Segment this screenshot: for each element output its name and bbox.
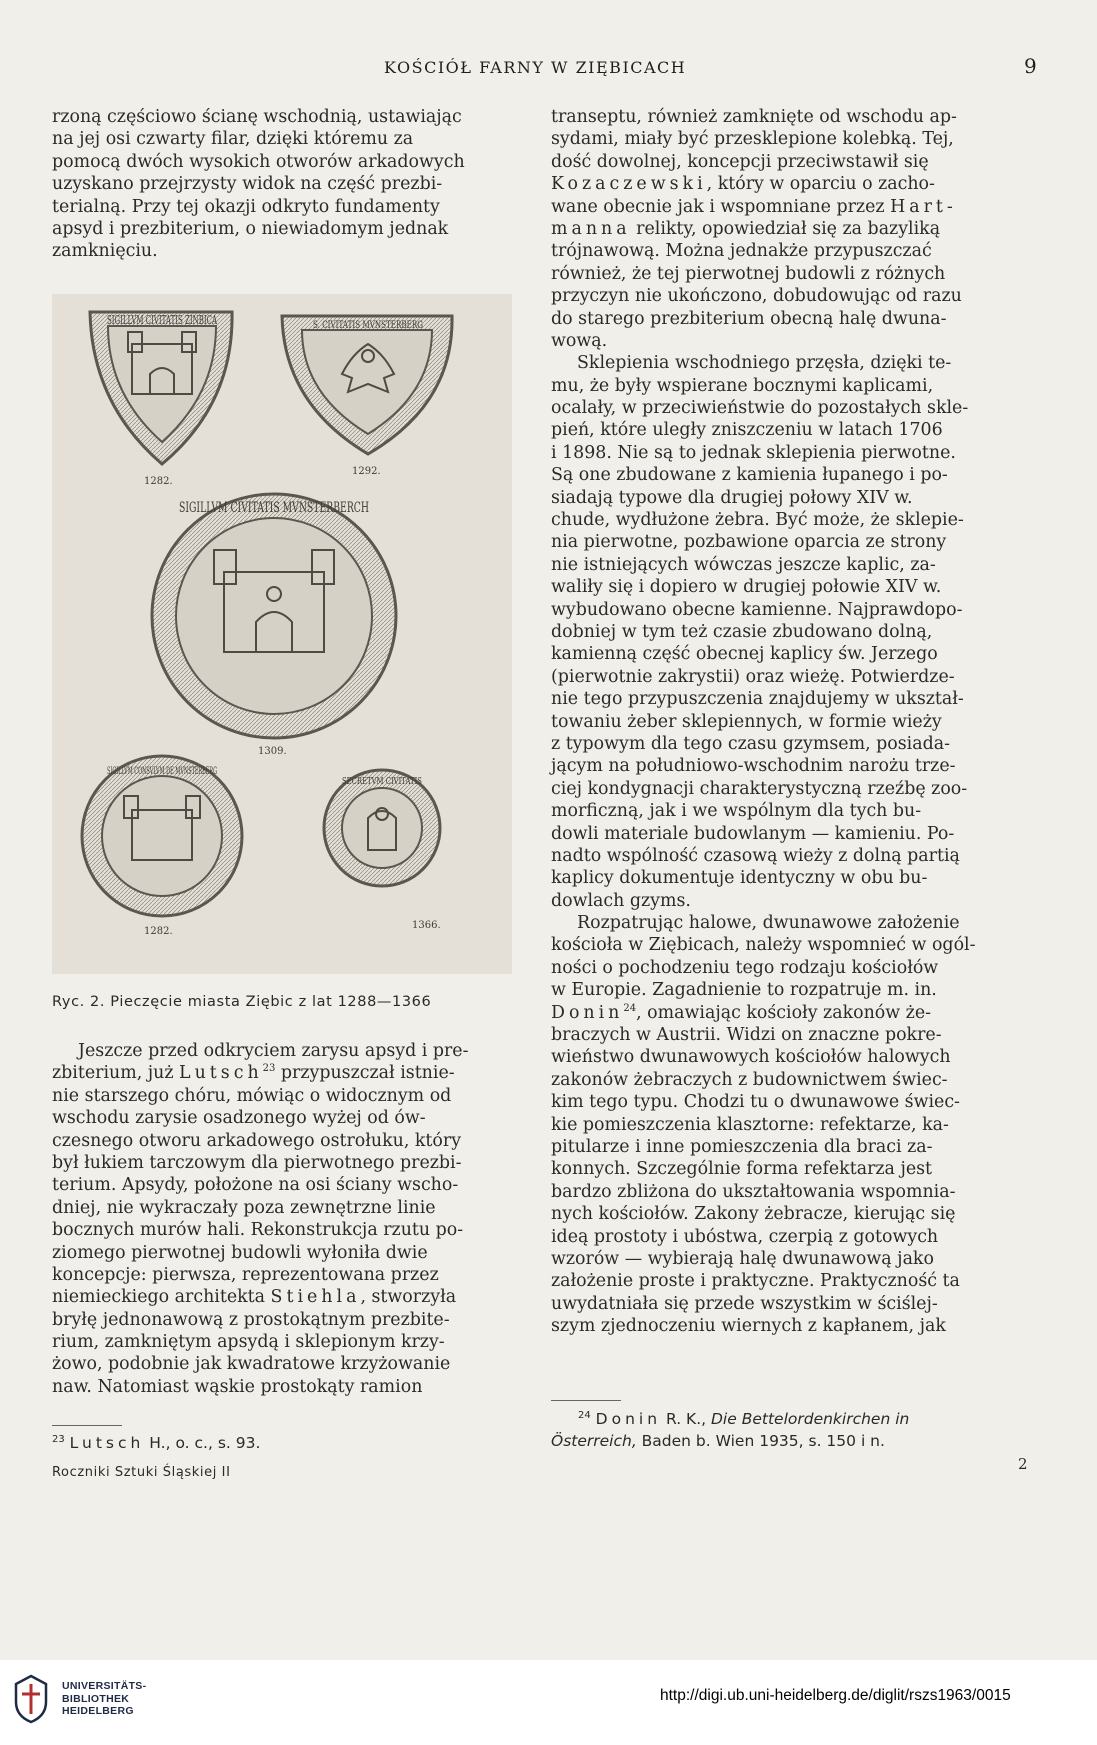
text-line: bocznych murów hali. Rekonstrukcja rzutu po-	[52, 1220, 464, 1241]
text-line: zbiterium, już Lutsch$^{23}$ przypuszczał istnie-	[52, 1063, 455, 1084]
footnote-24-line2: Österreich, Baden b. Wien 1935, s. 150 i n.	[551, 1432, 885, 1450]
text-line: ności o pochodzeniu tego rodzaju kościołów	[551, 957, 939, 978]
seal-legend-1: SIGILLVM CIVITATIS ZINBICA	[107, 313, 218, 327]
figure-seals	[52, 294, 512, 974]
author-name: Hart-	[890, 196, 957, 217]
seal-1366-small	[324, 770, 440, 886]
text-line: szym zjednoczeniu wiernych z kapłanem, jak	[551, 1316, 946, 1337]
text-line: nie starszego chóru, mówiąc o widocznym od	[52, 1085, 452, 1106]
paragraph	[52, 1040, 520, 1398]
text-line: do starego prezbiterium obecną halę dwuna-	[551, 308, 947, 329]
text-line: ideą prostoty i ubóstwa, czerpią z gotowych	[551, 1226, 939, 1247]
text-line: morficzną, jak i we wspólnym dla tych bu-	[551, 801, 922, 822]
text-line: uwydatniała się przede wszystkim w ściślej-	[551, 1293, 938, 1314]
text-line: konnych. Szczególnie forma refektarza jest	[551, 1159, 933, 1180]
digitization-footer	[0, 1660, 1097, 1745]
text-line: dobniej w tym też czasie zbudowano dolną,	[551, 621, 933, 642]
text-line: kościoła w Ziębicach, należy wspomnieć w ogól-	[551, 935, 976, 956]
paragraph	[551, 912, 1035, 1337]
text-line: był łukiem tarczowym dla pierwotnego prezbi-	[52, 1152, 462, 1173]
text-line: z typowym dla tego czasu gzymsem, posiada-	[551, 733, 950, 754]
seal-1282-round	[82, 756, 242, 916]
text-line: ziomego pierwotnej budowli wyłoniła dwie	[52, 1242, 428, 1263]
seal-year-2: 1292.	[352, 466, 381, 477]
author-name: Kozaczewski	[551, 174, 707, 195]
text-line: Rozpatrując halowe, dwunawowe założenie	[577, 913, 960, 934]
text-line: Donin$^{24}$, omawiając kościoły zakonów że-	[551, 1002, 932, 1023]
text-line: na jej osi czwarty filar, dzięki któremu za	[52, 129, 414, 150]
text-line: nie tego przypuszczenia znajdujemy w ukształ-	[551, 689, 964, 710]
seal-legend-2: S. CIVITATIS MVNSTERBERG	[313, 320, 423, 331]
footnote-24-line1: $^{24}$ Donin R. K., Die Bettelordenkirchen in	[578, 1409, 910, 1428]
text-line: kie pomieszczenia klasztorne: refektarze, ka-	[551, 1114, 949, 1135]
text-line: Sklepienia wschodniego przęsła, dzięki te-	[577, 353, 952, 374]
text-line: zakonów żebraczych z budownictwem świec-	[551, 1069, 948, 1090]
right-column	[551, 106, 1035, 1337]
text-line: terium. Apsydy, położone na osi ściany wscho-	[52, 1175, 459, 1196]
footnote-23: $^{23}$ Lutsch H., o. c., s. 93.	[52, 1433, 261, 1452]
text-line: nie istniejących wówczas jeszcze kaplic, za-	[551, 554, 936, 575]
text-line: terialną. Przy tej okazji odkryto fundamenty	[52, 196, 440, 217]
running-title: KOŚCIÓŁ FARNY W ZIĘBICACH	[384, 58, 687, 77]
text-line: Jeszcze przed odkryciem zarysu apsyd i pre-	[78, 1041, 469, 1061]
text-line: mu, że były wspierane bocznymi kaplicami,	[551, 375, 934, 396]
text-line: w Europie. Zagadnienie to rozpatruje m. in.	[551, 980, 937, 1001]
text-line: uzyskano przejrzysty widok na część prezbi-	[52, 174, 443, 195]
text-line: (pierwotnie zakrystii) oraz wieżę. Potwierdze-	[551, 666, 955, 687]
text-line: ocalały, w przeciwieństwie do pozostałych skle-	[551, 398, 969, 419]
seal-year-1: 1282.	[144, 476, 173, 487]
text-line: wane obecnie jak i wspomniane przez Hart-	[551, 196, 957, 217]
source-url-link[interactable]: http://digi.ub.uni-heidelberg.de/diglit/rszs1963/0015	[660, 1687, 1011, 1704]
seal-year-3: 1309.	[258, 746, 287, 757]
text-line: dowli materiale budowlanym — kamieniu. Po-	[551, 823, 955, 844]
text-line: pomocą dwóch wysokich otworów arkadowych	[52, 151, 465, 172]
text-line: koncepcje: pierwsza, reprezentowana przez	[52, 1264, 439, 1285]
author-name: Lutsch	[179, 1063, 263, 1084]
text-line: przyczyn nie ukończono, dobudowując od razu	[551, 286, 962, 307]
text-line: siadają typowe dla drugiej połowy XIV w.	[551, 487, 913, 508]
text-line: pień, które uległy zniszczeniu w latach 1706	[551, 420, 943, 441]
footnote-rule	[551, 1400, 621, 1401]
text-line: wzorów — wybierają halę dwunawową jako	[551, 1248, 934, 1269]
text-line: nia pierwotne, pozbawione oparcia ze strony	[551, 532, 947, 553]
text-line: rzoną częściowo ścianę wschodnią, ustawiając	[52, 107, 462, 127]
text-line: żowo, podobnie jak kwadratowe krzyżowanie	[52, 1354, 451, 1375]
signature-mark: 2	[1018, 1455, 1028, 1473]
text-line: chude, wydłużone żebra. Być może, że sklepie-	[551, 510, 964, 531]
text-line: dniej, nie wykraczały poza zewnętrzne linie	[52, 1197, 436, 1218]
text-line: kaplicy dokumentuje identyczny w obu bu-	[551, 868, 928, 889]
text-line: Są one zbudowane z kamienia łupanego i po-	[551, 465, 948, 486]
text-line: i 1898. Nie są to jednak sklepienia pierwotne.	[551, 442, 956, 463]
text-line: wybudowano obecne kamienne. Najprawdopo-	[551, 599, 963, 620]
page-number: 9	[1024, 54, 1037, 78]
author-name: Donin	[551, 1002, 624, 1023]
left-column-top	[52, 106, 520, 263]
text-line: jącym na południowo-wschodnim narożu trze-	[551, 756, 956, 777]
text-line: nadto wspólność czasową wieży z dolną partią	[551, 845, 960, 866]
journal-footer: Roczniki Sztuki Śląskiej II	[52, 1465, 231, 1480]
text-line: towaniu żeber sklepiennych, w formie wieży	[551, 711, 942, 732]
text-line: czesnego otworu arkadowego ostrołuku, który	[52, 1130, 462, 1151]
text-line: pitularze i inne pomieszczenia dla braci za-	[551, 1136, 933, 1157]
paragraph	[52, 106, 520, 263]
footnote-ref: 23	[262, 1063, 276, 1075]
text-line: sydami, miały być przesklepione kolebką. Tej,	[551, 129, 954, 150]
figure-caption: Ryc. 2. Pieczęcie miasta Ziębic z lat 1288—1366	[52, 994, 432, 1010]
seal-legend-4: SIGILLVM CONSVLVM DE MVNSTERBERG	[107, 766, 218, 777]
text-line: dość dowolnej, koncepcji przeciwstawił się	[551, 151, 929, 172]
text-line: zamknięciu.	[52, 241, 158, 262]
running-header	[0, 54, 1097, 82]
text-line: wową.	[551, 330, 608, 351]
text-line: naw. Natomiast wąskie prostokąty ramion	[52, 1376, 423, 1397]
library-logo-icon	[12, 1674, 50, 1724]
seal-year-5: 1366.	[412, 920, 441, 931]
author-name: Stiehla	[270, 1287, 361, 1308]
text-line: kim tego typu. Chodzi tu o dwunawowe świec-	[551, 1092, 960, 1113]
seal-1309-round	[152, 494, 396, 738]
paragraph	[551, 106, 1035, 352]
library-name: UNIVERSITÄTS- BIBLIOTHEK HEIDELBERG	[62, 1680, 147, 1717]
text-line: kamienną część obecnej kaplicy św. Jerzego	[551, 644, 938, 665]
text-line: bardzo zbliżona do ukształtowania wspomnia-	[551, 1181, 956, 1202]
footnote-rule	[52, 1425, 122, 1426]
text-line: założenie proste i praktyczne. Praktyczność ta	[551, 1271, 960, 1292]
text-line: trójnawową. Można jednakże przypuszczać	[551, 241, 932, 262]
text-line: manna relikty, opowiedział się za bazyliką	[551, 218, 941, 239]
left-column-bottom	[52, 1040, 520, 1398]
author-name: manna	[551, 218, 631, 239]
text-line: niemieckiego architekta Stiehla, stworzyła	[52, 1287, 457, 1308]
text-line: rium, zamkniętym apsydą i sklepionym krzy-	[52, 1332, 445, 1353]
text-line: waliły się i dopiero w drugiej połowie XIV w.	[551, 577, 942, 598]
text-line: wschodu zarysie osadzonego wyżej od ów-	[52, 1108, 426, 1129]
text-line: również, że tej pierwotnej budowli z różnych	[551, 263, 946, 284]
text-line: braczych w Austrii. Widzi on znaczne pokre-	[551, 1025, 942, 1046]
seal-legend-5: SECRETVM CIVITATIS	[342, 777, 422, 787]
text-line: dowlach gzyms.	[551, 890, 691, 911]
seal-legend-3: SIGILLVM CIVITATIS MVNSTERBERCH	[179, 500, 369, 516]
seals-illustration	[52, 294, 512, 974]
text-line: wieństwo dwunawowych kościołów halowych	[551, 1047, 951, 1068]
seal-year-4: 1282.	[144, 926, 173, 937]
text-line: transeptu, również zamknięte od wschodu ap-	[551, 107, 957, 127]
footnote-ref: 24	[623, 1002, 637, 1014]
text-line: apsyd i prezbiterium, o niewiadomym jednak	[52, 218, 449, 239]
text-line: nych kościołów. Zakony żebracze, kierując się	[551, 1204, 956, 1225]
text-line: ciej kondygnacji charakterystyczną rzeźbę zoo-	[551, 778, 968, 799]
text-line: Kozaczewski, który w oparciu o zacho-	[551, 174, 935, 195]
text-line: bryłę jednonawową z prostokątnym prezbite-	[52, 1309, 450, 1330]
paragraph	[551, 352, 1035, 912]
